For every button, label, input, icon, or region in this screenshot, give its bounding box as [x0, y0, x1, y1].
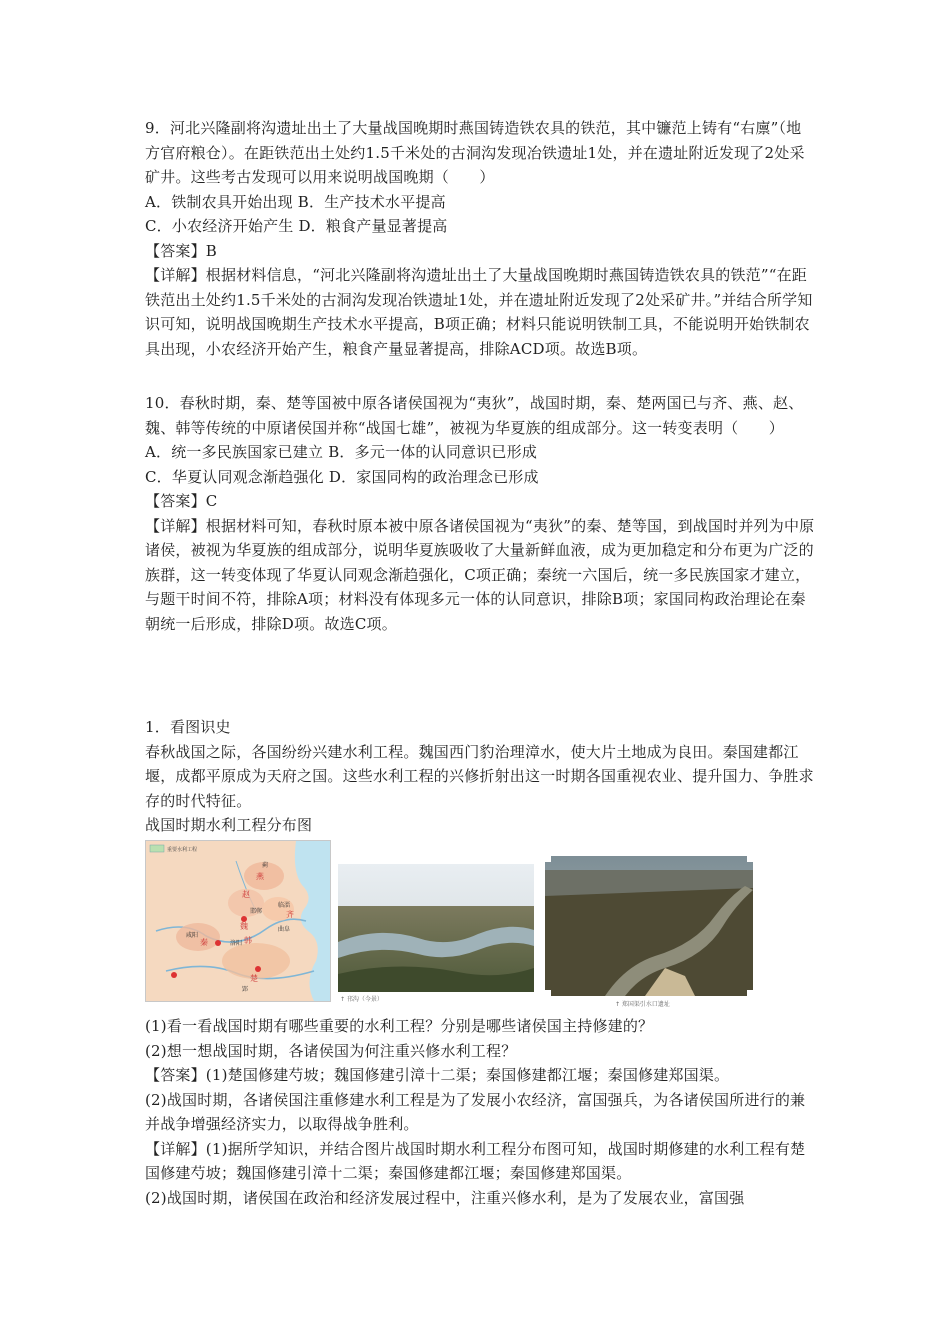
section-1-answer-1: 【答案】(1)楚国修建芍坡；魏国修建引漳十二渠；秦国修建都江堰；秦国修建郑国渠。 — [145, 1066, 730, 1084]
photo-zhengguoqu-caption: ↑ 郑国渠引水口遗址 — [615, 1001, 670, 1008]
section-1-intro: 春秋战国之际，各国纷纷兴建水利工程。魏国西门豹治理漳水，使大片土地成为良田。秦国建都江堰，成都平原成为天府之国。这些水利工程的兴修折射出这一时期各国重视农业、提升国力、争胜求存的时代特征。 — [145, 742, 814, 810]
photo-hangou — [338, 864, 534, 1004]
map-label-han: 韩 — [244, 936, 252, 945]
map-label-qin: 秦 — [200, 938, 208, 947]
photo-hangou-caption: ↑ 邗沟（今景） — [340, 996, 383, 1003]
figure-title: 战国时期水利工程分布图 — [145, 816, 313, 834]
map-label-chu: 楚 — [250, 974, 258, 983]
section-1-questions-answers — [145, 1014, 815, 1210]
question-10 — [145, 391, 815, 636]
photo-hangou-image — [338, 864, 534, 992]
map-label-qufu: 曲阜 — [278, 926, 291, 933]
question-9-stem: 9．河北兴隆副将沟遗址出土了大量战国晚期时燕国铸造铁农具的铁范，其中镰范上铸有“右廪”（地方官府粮仓）。在距铁范出土处约1.5千米处的古洞沟发现冶铁遗址1处，并在遗址附近发现了2处采矿井。这些考古发现可以用来说明战国晚期（ ） — [145, 119, 805, 186]
question-10-stem: 10．春秋时期，秦、楚等国被中原各诸侯国视为“夷狄”，战国时期，秦、楚两国已与齐、燕、赵、魏、韩等传统的中原诸侯国并称“战国七雄”，被视为华夏族的组成部分。这一转变表明（ ） — [145, 394, 804, 437]
section-1-answer-2: (2)战国时期，各诸侯国注重修建水利工程是为了发展小农经济，富国强兵，为各诸侯国所进行的兼并战争增强经济实力，以取得战争胜利。 — [145, 1090, 806, 1133]
map-label-xianyang: 咸阳 — [186, 932, 199, 939]
map-label-ji: 蓟 — [262, 862, 269, 869]
question-10-options-cd: C．华夏认同观念渐趋强化 D．家国同构的政治理念已形成 — [145, 467, 539, 486]
map-legend-text: 重要水利工程 — [167, 847, 198, 853]
section-1-detail-1: 【详解】(1)据所学知识，并结合图片战国时期水利工程分布图可知，战国时期修建的水利工程有楚国修建芍坡；魏国修建引漳十二渠；秦国修建都江堰；秦国修建郑国渠。 — [145, 1139, 806, 1182]
question-9-answer: 【答案】B — [145, 241, 218, 260]
map-label-ying: 郢 — [242, 986, 249, 993]
section-1 — [145, 715, 815, 838]
question-9 — [145, 116, 815, 361]
question-10-answer: 【答案】C — [145, 492, 218, 510]
map-label-zhao: 赵 — [242, 890, 250, 899]
map-label-handan: 邯郸 — [250, 908, 263, 915]
map-label-luoyang: 洛阳 — [230, 940, 243, 947]
photo-zhengguoqu-image — [545, 856, 753, 996]
question-9-options-ab: A．铁制农具开始出现 B．生产技术水平提高 — [145, 192, 446, 211]
question-10-detail: 【详解】根据材料可知，春秋时原本被中原各诸侯国视为“夷狄”的秦、楚等国，到战国时并列为中原诸侯，被视为华夏族的组成部分，说明华夏族吸收了大量新鲜血液，成为更加稳定和分布更为广泛的族群，这一转变体现了华夏认同观念渐趋强化，C项正确；秦统一六国后，统一多民族国家才建立，与题干时间不符，排除A项；材料没有体现多元一体的认同意识，排除B项；家国同构政治理论在秦朝统一后形成，排除D项。故选C项。 — [145, 516, 815, 633]
figure-row — [145, 840, 765, 1010]
section-1-heading: 1．看图识史 — [145, 718, 231, 736]
warring-states-water-projects-map — [145, 840, 331, 1002]
sub-question-2: (2)想一想战国时期，各诸侯国为何注重兴修水利工程？ — [145, 1041, 517, 1060]
map-label-qi: 齐 — [286, 910, 294, 919]
map-label-yan: 燕 — [256, 872, 264, 881]
question-10-options-ab: A．统一多民族国家已建立 B．多元一体的认同意识已形成 — [145, 443, 538, 461]
map-label-wei: 魏 — [240, 922, 248, 931]
map-graphic — [146, 841, 330, 1001]
question-9-options-cd: C．小农经济开始产生 D．粮食产量显著提高 — [145, 217, 448, 235]
map-label-linzi: 临淄 — [278, 902, 291, 909]
question-9-detail: 【详解】根据材料信息，“河北兴隆副将沟遗址出土了大量战国晚期时燕国铸造铁农具的铁范”“在距铁范出土处约1.5千米处的古洞沟发现冶铁遗址1处，并在遗址附近发现了2处采矿井。”并结合所学知识可知，说明战国晚期生产技术水平提高，B项正确；材料只能说明铁制工具，不能说明开始铁制农具出现，小农经济开始产生，粮食产量显著提高，排除ACD项。故选B项。 — [145, 266, 813, 358]
photo-zhengguoqu — [545, 856, 753, 1008]
sub-question-1: (1)看一看战国时期有哪些重要的水利工程？分别是哪些诸侯国主持修建的？ — [145, 1017, 654, 1035]
section-1-detail-2: (2)战国时期，诸侯国在政治和经济发展过程中，注重兴修水利，是为了发展农业，富国强 — [145, 1188, 745, 1207]
